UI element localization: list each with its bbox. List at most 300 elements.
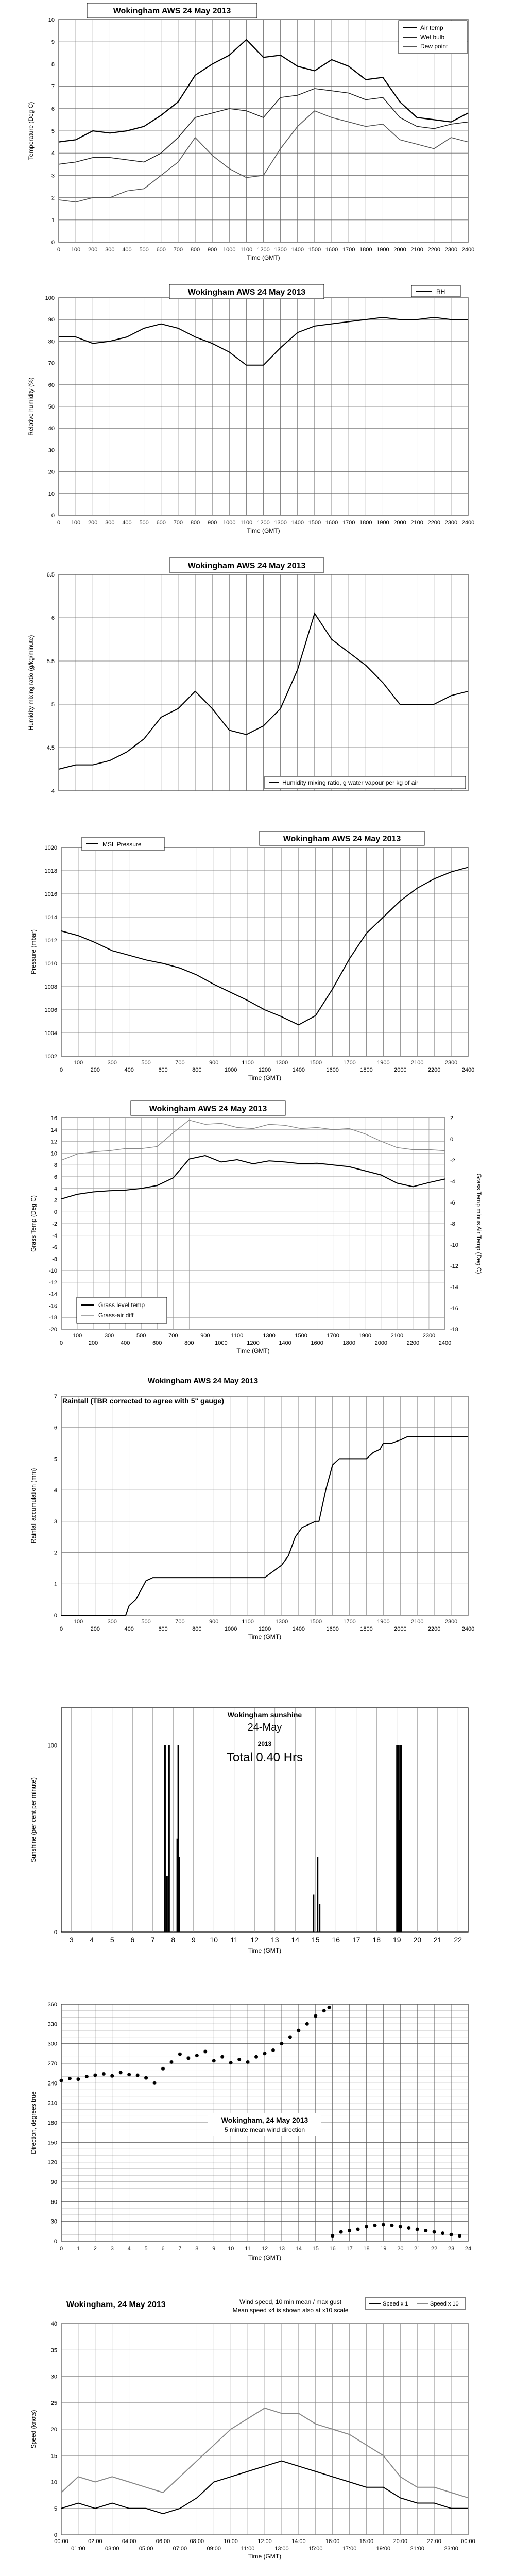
x-tick-label: 1800: [359, 247, 372, 253]
y-tick-label: -20: [49, 1327, 57, 1333]
x-axis-label: Time (GMT): [248, 1074, 282, 1081]
y-tick-label: 0: [51, 240, 55, 246]
y-axis-label: Speed (knots): [30, 2410, 37, 2449]
y-tick-label: 0: [54, 1209, 57, 1216]
y-tick-label: 1002: [44, 1054, 57, 1060]
y-tick-label: 2: [54, 1550, 57, 1556]
mixing-ratio-chart: [12, 554, 502, 822]
y-tick-label: 4.5: [46, 745, 55, 751]
x-tick-label: 17:00: [342, 2546, 357, 2552]
x-tick-label: 1800: [360, 1067, 373, 1073]
x-tick-label: 18:00: [359, 2538, 374, 2545]
x-tick-label: 1600: [325, 247, 338, 253]
x-axis-label: Time (GMT): [247, 254, 280, 261]
direction-point: [399, 2225, 402, 2228]
x-axis-label: Time (GMT): [236, 1347, 270, 1354]
y-right-tick-label: 0: [450, 1137, 454, 1143]
y-tick-label: 6: [54, 1174, 57, 1180]
x-tick-label: 1300: [275, 1060, 288, 1066]
y-tick-label: 1004: [44, 1030, 57, 1037]
legend-label: RH: [436, 288, 445, 295]
x-tick-label: 10:00: [224, 2538, 238, 2545]
x-tick-label: 00:00: [461, 2538, 475, 2545]
x-tick-label: 03:00: [105, 2546, 119, 2552]
y-axis-label: Humidity mixing ratio (g/kg/minute): [27, 635, 35, 731]
y-tick-label: 1: [54, 1581, 57, 1588]
humidity-chart-panel: [12, 278, 502, 546]
y-tick-label: 5: [54, 1456, 57, 1463]
x-tick-label: 1500: [309, 1060, 322, 1066]
humidity-chart: [12, 278, 502, 546]
x-tick-label: 1300: [263, 1333, 276, 1339]
x-tick-label: 02:00: [88, 2538, 102, 2545]
x-tick-label: 100: [72, 1333, 82, 1339]
x-tick-label: 6: [161, 2246, 165, 2252]
x-tick-label: 22: [454, 1936, 462, 1944]
y-axis-label: Relative humidity (%): [27, 377, 35, 436]
x-tick-label: 1900: [377, 1060, 390, 1066]
y-tick-label: 360: [47, 2002, 57, 2008]
y-tick-label: 12: [50, 1139, 57, 1145]
direction-point: [328, 2006, 331, 2009]
x-tick-label: 1100: [242, 1060, 254, 1066]
x-tick-label: 2200: [427, 520, 440, 526]
sunshine-chart-panel: [12, 1685, 502, 1965]
y-tick-label: 1: [51, 217, 55, 224]
chart-title: Wokingham, 24 May 2013: [221, 2116, 308, 2124]
x-tick-label: 1500: [308, 520, 321, 526]
x-tick-label: 10: [210, 1936, 218, 1944]
x-tick-label: 800: [184, 1340, 194, 1346]
x-tick-label: 1800: [359, 520, 372, 526]
temperature-chart-panel: [12, 0, 502, 273]
sunshine-bar: [313, 1895, 314, 1933]
y-tick-label: 1006: [44, 1007, 57, 1013]
mixing-ratio-chart-panel: [12, 554, 502, 822]
direction-point: [144, 2076, 148, 2080]
y-tick-label: 100: [47, 1742, 57, 1749]
y-tick-label: 0: [54, 2239, 57, 2245]
direction-point: [93, 2074, 97, 2077]
y-tick-label: -16: [49, 1303, 57, 1310]
y-tick-label: 3: [51, 173, 55, 179]
y-right-tick-label: -16: [450, 1306, 458, 1312]
direction-point: [203, 2050, 207, 2054]
y-tick-label: 1010: [44, 961, 57, 967]
x-tick-label: 2000: [394, 1626, 407, 1632]
x-tick-label: 1500: [308, 247, 321, 253]
x-tick-label: 1100: [240, 520, 253, 526]
x-tick-label: 10: [228, 2246, 234, 2252]
x-tick-label: 1600: [325, 520, 338, 526]
x-tick-label: 1700: [343, 1619, 356, 1625]
x-tick-label: 1200: [247, 1340, 260, 1346]
direction-point: [85, 2075, 89, 2078]
x-tick-label: 400: [122, 247, 132, 253]
x-tick-label: 11: [245, 2246, 251, 2252]
x-tick-label: 400: [124, 1626, 134, 1632]
x-tick-label: 600: [156, 520, 166, 526]
x-tick-label: 900: [209, 1619, 219, 1625]
x-tick-label: 2: [93, 2246, 97, 2252]
y-axis-label: Temperature (Deg C): [27, 101, 35, 160]
x-tick-label: 200: [88, 1340, 98, 1346]
y-right-tick-label: -6: [450, 1200, 455, 1206]
x-tick-label: 300: [105, 520, 115, 526]
x-tick-label: 11:00: [241, 2546, 255, 2552]
y-tick-label: 0: [54, 1613, 57, 1619]
y-tick-label: 180: [47, 2120, 57, 2126]
y-right-tick-label: -12: [450, 1263, 458, 1269]
y-tick-label: 70: [48, 360, 55, 367]
y-right-tick-label: -2: [450, 1158, 455, 1164]
x-tick-label: 2300: [444, 247, 458, 253]
x-tick-label: 2000: [394, 1067, 407, 1073]
x-tick-label: 1700: [327, 1333, 339, 1339]
y-tick-label: 10: [50, 1150, 57, 1157]
legend-label: Grass-air diff: [98, 1312, 134, 1319]
y-tick-label: 0: [54, 1929, 57, 1936]
y-tick-label: -14: [49, 1291, 57, 1298]
y-right-tick-label: -18: [450, 1327, 458, 1333]
y-tick-label: 6: [54, 1425, 57, 1431]
y-right-tick-label: 2: [450, 1115, 454, 1122]
y-tick-label: 1020: [44, 845, 57, 851]
x-tick-label: 400: [122, 520, 132, 526]
x-tick-label: 2100: [390, 1333, 404, 1339]
chart-total: Total 0.40 Hrs: [226, 1751, 303, 1765]
x-tick-label: 1000: [223, 247, 236, 253]
x-tick-label: 2300: [444, 1619, 458, 1625]
x-tick-label: 18: [363, 2246, 370, 2252]
wind-speed-chart-panel: [12, 2293, 502, 2566]
x-tick-label: 19: [380, 2246, 387, 2252]
sunshine-bar: [168, 1745, 170, 1933]
x-tick-label: 13:00: [274, 2546, 289, 2552]
x-tick-label: 2200: [427, 1067, 441, 1073]
y-tick-label: -4: [52, 1232, 57, 1239]
x-tick-label: 100: [71, 247, 81, 253]
x-tick-label: 11: [230, 1936, 238, 1944]
x-tick-label: 500: [139, 247, 149, 253]
x-tick-label: 2200: [406, 1340, 420, 1346]
chart-title: Wokingham, 24 May 2013: [66, 2300, 166, 2309]
y-tick-label: 15: [50, 2453, 57, 2460]
y-tick-label: 50: [48, 404, 55, 410]
direction-point: [263, 2052, 267, 2055]
direction-point: [331, 2234, 334, 2238]
sunshine-bar: [319, 1904, 320, 1932]
x-tick-label: 500: [139, 520, 149, 526]
y-tick-label: 30: [50, 2218, 57, 2225]
x-tick-label: 3: [69, 1936, 74, 1944]
x-tick-label: 2400: [438, 1340, 452, 1346]
chart-title: Wokingham AWS 24 May 2013: [147, 1377, 259, 1385]
direction-point: [458, 2234, 461, 2238]
y-tick-label: 5.5: [46, 658, 55, 665]
x-tick-label: 22:00: [427, 2538, 441, 2545]
y-tick-label: 5: [54, 2505, 57, 2512]
y-tick-label: 1008: [44, 984, 57, 990]
y-tick-label: 10: [48, 490, 55, 497]
chart-title: Wokingham AWS 24 May 2013: [149, 1105, 267, 1113]
x-tick-label: 700: [173, 520, 183, 526]
x-tick-label: 0: [57, 247, 61, 253]
x-tick-label: 15: [312, 2246, 319, 2252]
y-tick-label: 30: [48, 447, 55, 454]
x-axis-label: Time (GMT): [247, 527, 280, 534]
x-tick-label: 1: [76, 2246, 80, 2252]
direction-point: [441, 2231, 444, 2235]
direction-point: [339, 2230, 343, 2234]
y-tick-label: 9: [51, 39, 55, 46]
x-tick-label: 1400: [292, 1626, 305, 1632]
y-tick-label: 30: [50, 2374, 57, 2380]
legend-label: Grass level temp: [98, 1301, 145, 1309]
chart-title: Wokingham sunshine: [227, 1710, 302, 1719]
sunshine-chart: [12, 1685, 502, 1965]
x-tick-label: 1900: [376, 520, 389, 526]
x-tick-label: 2100: [411, 1619, 424, 1625]
x-tick-label: 14: [291, 1936, 300, 1944]
x-tick-label: 2000: [393, 247, 406, 253]
y-tick-label: 240: [47, 2080, 57, 2087]
x-tick-label: 8: [171, 1936, 176, 1944]
y-tick-label: 90: [50, 2179, 57, 2185]
y-tick-label: 1016: [44, 891, 57, 897]
x-tick-label: 04:00: [122, 2538, 136, 2545]
x-tick-label: 12: [250, 1936, 259, 1944]
direction-point: [271, 2048, 275, 2052]
y-tick-label: 330: [47, 2021, 57, 2028]
x-tick-label: 7: [178, 2246, 182, 2252]
x-tick-label: 800: [192, 1626, 202, 1632]
x-tick-label: 1200: [257, 247, 270, 253]
y-tick-label: 2: [51, 195, 55, 201]
sunshine-bar: [166, 1876, 168, 1932]
chart-title: Wokingham AWS 24 May 2013: [187, 288, 306, 297]
wind-speed-chart: [12, 2293, 502, 2566]
y-tick-label: -6: [52, 1244, 57, 1251]
x-axis-label: Time (GMT): [248, 2254, 282, 2261]
direction-point: [161, 2067, 165, 2071]
y-tick-label: 60: [48, 382, 55, 388]
wind-direction-chart-panel: [12, 1984, 502, 2282]
wind-direction-chart: [12, 1984, 502, 2282]
direction-point: [356, 2228, 360, 2231]
x-tick-label: 100: [73, 1619, 83, 1625]
x-tick-label: 17: [346, 2246, 353, 2252]
y-tick-label: 270: [47, 2061, 57, 2067]
x-axis-label: Time (GMT): [248, 1947, 282, 1954]
x-tick-label: 1600: [311, 1340, 323, 1346]
x-tick-label: 4: [90, 1936, 94, 1944]
x-tick-label: 1900: [358, 1333, 372, 1339]
y-tick-label: 20: [48, 469, 55, 476]
x-tick-label: 20: [397, 2246, 404, 2252]
x-tick-label: 2300: [444, 520, 458, 526]
direction-point: [305, 2022, 309, 2026]
y-tick-label: 210: [47, 2100, 57, 2107]
x-tick-label: 07:00: [173, 2546, 187, 2552]
direction-point: [212, 2059, 216, 2062]
x-tick-label: 2100: [410, 520, 423, 526]
direction-point: [110, 2074, 114, 2078]
y-right-tick-label: -10: [450, 1242, 458, 1248]
direction-point: [407, 2226, 410, 2230]
y-tick-label: 35: [50, 2347, 57, 2354]
y-right-tick-label: -14: [450, 1284, 458, 1291]
chart-title: Wokingham AWS 24 May 2013: [113, 7, 231, 15]
direction-point: [365, 2225, 368, 2228]
chart-subtitle: Mean speed x4 is shown also at x10 scale: [232, 2307, 349, 2314]
y-tick-label: 5: [51, 702, 55, 708]
x-tick-label: 5: [110, 1936, 114, 1944]
y-axis-label: Direction, degrees true: [30, 2091, 37, 2154]
direction-point: [390, 2224, 393, 2227]
y-tick-label: 10: [48, 17, 55, 23]
y-tick-label: -18: [49, 1315, 57, 1321]
direction-point: [254, 2055, 258, 2059]
x-tick-label: 00:00: [54, 2538, 68, 2545]
x-tick-label: 1600: [326, 1626, 339, 1632]
y-tick-label: 10: [50, 2479, 57, 2486]
y-tick-label: 40: [50, 2321, 57, 2327]
direction-point: [153, 2081, 157, 2085]
chart-subtitle: 5 minute mean wind direction: [224, 2126, 305, 2133]
y-tick-label: 20: [50, 2427, 57, 2433]
x-tick-label: 900: [209, 1060, 219, 1066]
x-tick-label: 2400: [461, 1626, 475, 1632]
x-tick-label: 13: [278, 2246, 285, 2252]
x-tick-label: 21: [433, 1936, 442, 1944]
y-tick-label: 8: [54, 1162, 57, 1169]
x-tick-label: 1300: [274, 247, 287, 253]
x-tick-label: 2400: [461, 520, 475, 526]
direction-point: [136, 2074, 140, 2077]
x-tick-label: 12:00: [258, 2538, 272, 2545]
direction-point: [68, 2077, 72, 2080]
y-tick-label: 80: [48, 338, 55, 345]
temperature-chart: [12, 0, 502, 273]
x-tick-label: 1800: [342, 1340, 355, 1346]
x-tick-label: 1900: [376, 247, 389, 253]
y-tick-label: 90: [48, 317, 55, 324]
x-tick-label: 1400: [279, 1340, 291, 1346]
x-tick-label: 19:00: [376, 2546, 391, 2552]
direction-point: [246, 2060, 250, 2064]
grass-chart-panel: [12, 1100, 502, 1368]
x-tick-label: 7: [150, 1936, 155, 1944]
x-tick-label: 800: [190, 247, 200, 253]
x-tick-label: 0: [59, 1340, 63, 1346]
x-tick-label: 1700: [342, 247, 355, 253]
direction-point: [322, 2009, 326, 2012]
x-tick-label: 1000: [223, 520, 236, 526]
x-tick-label: 2100: [410, 247, 423, 253]
x-tick-label: 600: [158, 1067, 168, 1073]
x-tick-label: 1000: [224, 1626, 237, 1632]
x-tick-label: 16:00: [325, 2538, 340, 2545]
x-tick-label: 2400: [461, 247, 475, 253]
legend-label: Wet bulb: [420, 33, 445, 41]
legend-label: Dew point: [420, 43, 448, 50]
x-tick-label: 1200: [258, 1626, 271, 1632]
sunshine-bar: [164, 1745, 166, 1933]
x-tick-label: 700: [175, 1060, 185, 1066]
x-tick-label: 300: [107, 1060, 117, 1066]
direction-point: [195, 2054, 199, 2057]
chart-year: 2013: [258, 1740, 272, 1748]
direction-point: [382, 2223, 385, 2227]
x-tick-label: 0: [59, 1626, 63, 1632]
x-tick-label: 100: [71, 520, 81, 526]
x-tick-label: 800: [192, 1067, 202, 1073]
y-tick-label: 6: [51, 106, 55, 112]
direction-point: [102, 2072, 106, 2076]
y-axis-label: Pressure (mbar): [30, 929, 37, 974]
grass-temperature-chart: [12, 1100, 502, 1368]
x-tick-label: 1700: [342, 520, 355, 526]
x-tick-label: 24: [465, 2246, 472, 2252]
x-tick-label: 300: [107, 1619, 117, 1625]
x-tick-label: 1400: [291, 520, 304, 526]
x-tick-label: 2100: [411, 1060, 424, 1066]
x-tick-label: 2000: [393, 520, 406, 526]
chart-annotation: Raintall (TBR corrected to agree with 5" gauge): [62, 1397, 224, 1405]
y-tick-label: 5: [51, 128, 55, 134]
direction-point: [433, 2230, 436, 2234]
x-tick-label: 1800: [360, 1626, 373, 1632]
x-tick-label: 500: [141, 1619, 151, 1625]
x-tick-label: 4: [127, 2246, 131, 2252]
x-tick-label: 0: [59, 2246, 63, 2252]
x-tick-label: 1100: [231, 1333, 244, 1339]
x-tick-label: 22: [431, 2246, 438, 2252]
pressure-chart: [12, 827, 502, 1095]
y-right-tick-label: -8: [450, 1221, 455, 1227]
y-right-tick-label: -4: [450, 1179, 455, 1185]
y-tick-label: 25: [50, 2400, 57, 2406]
x-tick-label: 1100: [240, 247, 253, 253]
x-tick-label: 16: [332, 1936, 340, 1944]
rainfall-chart-panel: [12, 1373, 502, 1654]
x-axis-label: Time (GMT): [248, 1633, 282, 1640]
direction-point: [314, 2014, 317, 2018]
direction-point: [416, 2228, 419, 2231]
x-tick-label: 12: [261, 2246, 268, 2252]
x-tick-label: 09:00: [207, 2546, 221, 2552]
x-tick-label: 1300: [274, 520, 287, 526]
x-axis-label: Time (GMT): [248, 2553, 282, 2560]
sunshine-bar: [400, 1745, 402, 1933]
x-tick-label: 2400: [461, 1067, 475, 1073]
x-tick-label: 200: [90, 1626, 100, 1632]
y-tick-label: 0: [54, 2532, 57, 2538]
sunshine-bar: [317, 1857, 318, 1932]
x-tick-label: 500: [136, 1333, 146, 1339]
x-tick-label: 14:00: [291, 2538, 306, 2545]
y-tick-label: 7: [51, 83, 55, 90]
y-tick-label: -12: [49, 1279, 57, 1286]
x-tick-label: 800: [190, 520, 200, 526]
y-tick-label: -2: [52, 1221, 57, 1227]
x-tick-label: 400: [120, 1340, 130, 1346]
x-tick-label: 200: [88, 247, 98, 253]
direction-point: [450, 2233, 453, 2236]
y-axis-right-label: Grass Temp minus Air Temp (Deg C): [475, 1173, 483, 1274]
x-tick-label: 900: [200, 1333, 210, 1339]
